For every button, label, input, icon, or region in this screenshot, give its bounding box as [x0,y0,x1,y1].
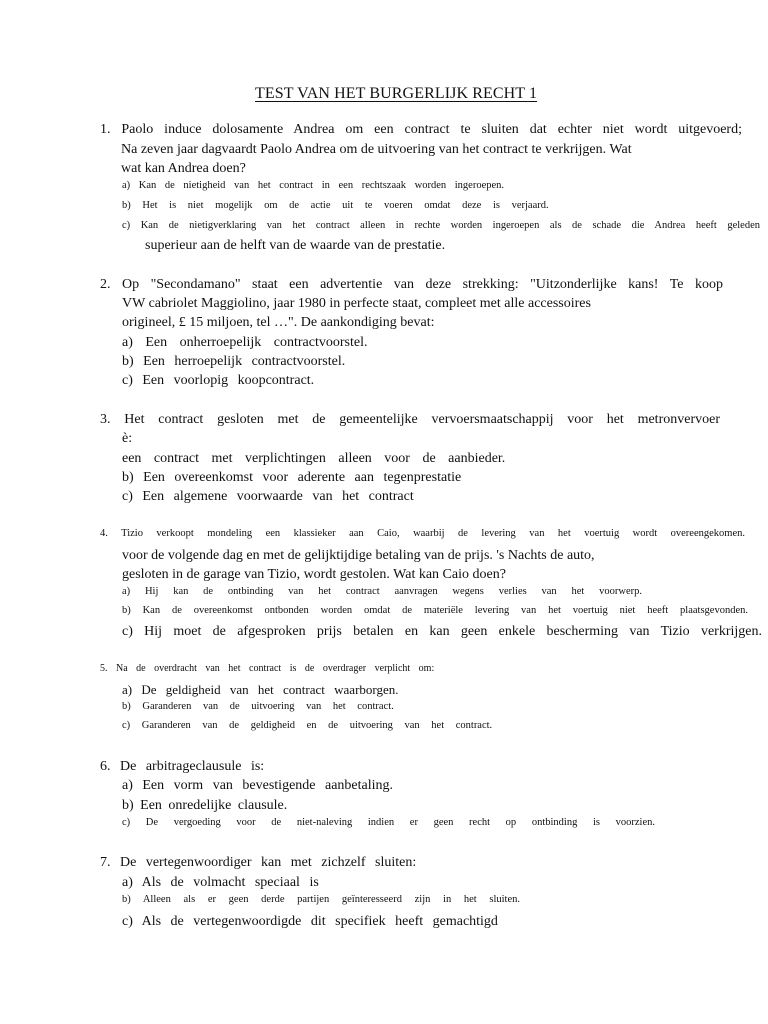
question-5-option-b: b) Garanderen van de uitvoering van het contract. [122,701,394,712]
page-title: TEST VAN HET BURGERLIJK RECHT 1 [255,85,538,102]
question-4-option-b: b) Kan de overeenkomst ontbonden worden omdat de materiële levering van het voertuig niet heeft plaatsgevonden. [122,605,748,616]
question-6-option-a: a) Een vorm van bevestigende aanbetaling. [122,778,394,793]
question-2-option-c: c) Een voorlopig koopcontract. [122,373,315,388]
question-6-option-c: c) De vergoeding voor de niet-naleving indien er geen recht op ontbinding is voorzien. [122,817,655,828]
question-3-option-a: een contract met verplichtingen alleen voor de aanbieder. [122,451,506,466]
question-3-option-b: b) Een overeenkomst voor aderente aan tegenprestatie [122,470,462,485]
question-5-option-a: a) De geldigheid van het contract waarborgen. [122,682,399,697]
question-1-line-2: Na zeven jaar dagvaardt Paolo Andrea om de uitvoering van het contract te verkrijgen. Wat [121,142,632,157]
question-2-line-3: origineel, £ 15 miljoen, tel …". De aankondiging bevat: [122,315,435,330]
question-1-option-a: a) Kan de nietigheid van het contract in een rechtszaak worden ingeroepen. [122,180,505,191]
question-2-line-2: VW cabriolet Maggiolino, jaar 1980 in perfecte staat, compleet met alle accessoires [122,296,591,311]
question-1-option-c: c) Kan de nietigverklaring van het contract alleen in rechte worden ingeroepen als de schade die Andrea heeft geleden [122,220,760,231]
question-1-line-3: wat kan Andrea doen? [121,161,246,176]
question-1-option-b: b) Het is niet mogelijk om de actie uit te voeren omdat deze is verjaard. [122,200,549,211]
question-2-line-1: 2. Op "Secondamano" staat een advertentie van deze strekking: "Uitzonderlijke kans! Te koop [100,277,723,292]
question-4-line-1: 4. Tizio verkoopt mondeling een klassieker aan Caio, waarbij de levering van het voertuig wordt overeengekomen. [100,528,745,539]
question-6-option-b: b) Een onredelijke clausule. [122,798,288,813]
question-7-option-c: c) Als de vertegenwoordigde dit specifiek heeft gemachtigd [122,914,498,929]
question-4-option-a: a) Hij kan de ontbinding van het contract aanvragen wegens verlies van het voorwerp. [122,586,642,597]
question-1-option-c-cont: superieur aan de helft van de waarde van de prestatie. [145,238,446,253]
question-2-option-a: a) Een onherroepelijk contractvoorstel. [122,335,368,350]
question-3-option-c: c) Een algemene voorwaarde van het contract [122,489,414,504]
question-4-line-3: gesloten in de garage van Tizio, wordt gestolen. Wat kan Caio doen? [122,567,506,582]
question-3-line-2: è: [122,431,133,446]
question-1-line-1: 1. Paolo induce dolosamente Andrea om een contract te sluiten dat echter niet wordt uitgevoerd; [100,122,742,137]
question-5-option-c: c) Garanderen van de geldigheid en de uitvoering van het contract. [122,720,493,731]
question-6-line-1: 6. De arbitrageclausule is: [100,759,265,774]
question-4-option-c: c) Hij moet de afgesproken prijs betalen en kan geen enkele bescherming van Tizio verkrijgen. [122,624,762,639]
question-5-line-1: 5. Na de overdracht van het contract is de overdrager verplicht om: [100,663,435,674]
question-3-line-1: 3. Het contract gesloten met de gemeentelijke vervoersmaatschappij voor het metronvervoer [100,412,720,427]
question-7-line-1: 7. De vertegenwoordiger kan met zichzelf sluiten: [100,855,417,870]
question-7-option-a: a) Als de volmacht speciaal is [122,875,319,890]
question-7-option-b: b) Alleen als er geen derde partijen geïnteresseerd zijn in het sluiten. [122,894,520,905]
question-2-option-b: b) Een herroepelijk contractvoorstel. [122,354,346,369]
question-4-line-2: voor de volgende dag en met de gelijktijdige betaling van de prijs. 's Nachts de auto, [122,548,595,563]
